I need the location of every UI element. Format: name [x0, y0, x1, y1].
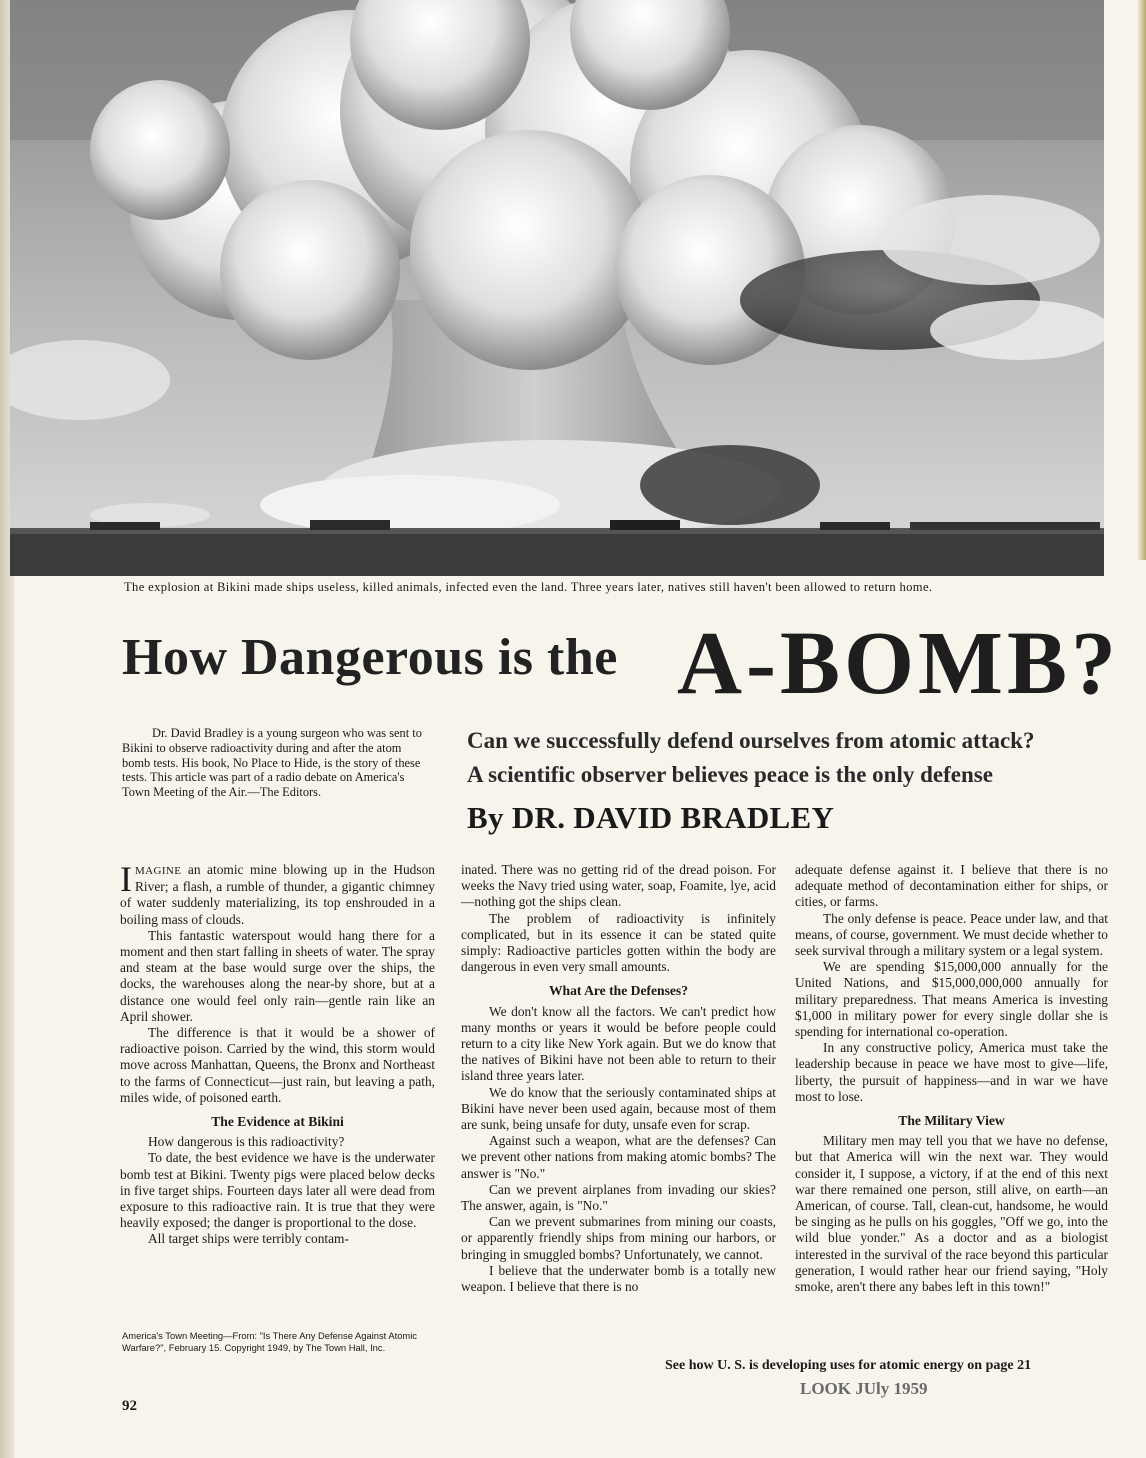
- paragraph-text: an atomic mine blowing up in the Hudson River; a flash, a rumble of thunder, a gigantic chimney of water suddenly materializing, its top enshrouded in a boiling mass of clouds.: [120, 862, 435, 927]
- mushroom-cloud-photo: [10, 0, 1104, 576]
- paragraph: The problem of radioactivity is infinitely complicated, but in its essence it can be stated quite simply: Radioactive particles gotten within the body are dangerous in even very small amounts.: [461, 910, 776, 975]
- paragraph: Can we prevent airplanes from invading our skies? The answer, again, is "No.": [461, 1181, 776, 1214]
- photo-caption: The explosion at Bikini made ships useless, killed animals, infected even the land. Three years later, natives still haven't been allowed to return home.: [124, 580, 933, 594]
- article-column-2: [461, 862, 776, 1295]
- magazine-label: LOOK JUly 1959: [800, 1379, 928, 1398]
- drop-cap: I: [120, 859, 132, 899]
- source-note: America's Town Meeting—From: "Is There Any Defense Against Atomic Warfare?", February 15. Copyright 1949, by The Town Hall, Inc.: [122, 1330, 417, 1353]
- subhead-1: Can we successfully defend ourselves from atomic attack?: [467, 728, 1035, 753]
- paragraph: [120, 859, 435, 928]
- explosion-illustration: [10, 0, 1104, 576]
- paragraph: Can we prevent submarines from mining our coasts, or apparently friendly ships from mining our harbors, or bringing in smuggled bombs? Unfortunately, we cannot.: [461, 1214, 776, 1262]
- paragraph: We are spending $15,000,000 annually for the United Nations, and $15,000,000,000 annually for military preparedness. That means America is investing $1,000 in military power for every single dollar she is spending for international co-operation.: [795, 959, 1108, 1040]
- paragraph: I believe that the underwater bomb is a totally new weapon. I believe that there is no: [461, 1262, 776, 1295]
- headline: [122, 610, 1120, 720]
- editor-intro-text: Dr. David Bradley is a young surgeon who was sent to Bikini to observe radioactivity during and after the atom bomb tests. His book, No Place to Hide, is the story of these tests. This article was part of a radio debate on America's Town Meeting of the Air.—The Editors.: [122, 726, 422, 800]
- paragraph: The only defense is peace. Peace under law, and that means, of course, government. We must decide whether to seek survival through a military system or a legal system.: [795, 910, 1108, 959]
- paragraph: Military men may tell you that we have no defense, but that America will win the next war. They would consider it, I suppose, a victory, if at the end of this next war there remained one person, still alive, on earth—an American, of course. Tall, clean-cut, handsome, he would be singing as he pulls on his goggles, "Off we go, into the wild blue yonder." As a doctor and as a biologist interested in the survival of the race beyond this particular generation, I would rather hear our friend saying, "Holy smoke, aren't there any babes left in this town!": [795, 1133, 1108, 1295]
- paragraph: In any constructive policy, America must take the leadership because in peace we have most to give—life, liberty, the pursuit of happiness—and in war we have most to lose.: [795, 1040, 1108, 1104]
- paragraph: This fantastic waterspout would hang there for a moment and then start falling in sheets of water. The spray and steam at the base would surge over the ships, the docks, the warehouses along the near-by shore, but at a distance one would feel only rain—gentle rain like an April shower.: [120, 927, 435, 1024]
- lead-word: MAGINE: [135, 865, 182, 877]
- headline-big: A-BOMB?: [677, 614, 1120, 713]
- paragraph: adequate defense against it. I believe that there is no adequate method of decontamination either for ships, or cities, or farms.: [795, 862, 1108, 910]
- see-page-link[interactable]: See how U. S. is developing uses for atomic energy on page 21: [665, 1358, 1032, 1373]
- section-heading: The Military View: [898, 1113, 1005, 1129]
- paragraph: The difference is that it would be a shower of radioactive poison. Carried by the wind, this storm would move across Manhattan, Queens, the Bronx and Northeast to the farms of Connecticut—just rain, but leaving a path, miles wide, of poisoned earth.: [120, 1025, 435, 1105]
- paragraph: How dangerous is this radioactivity?: [148, 1134, 345, 1150]
- article-column-3: [795, 862, 1108, 1295]
- headline-small: How Dangerous is the: [122, 629, 618, 686]
- subhead-2: A scientific observer believes peace is the only defense: [467, 762, 993, 787]
- paragraph: To date, the best evidence we have is the underwater bomb test at Bikini. Twenty pigs were placed below decks in five target ships. Fourteen days later all were dead from exposure to this radioactive rain. It is true that they were heavily exposed; the danger is proportional to the dose.: [120, 1150, 435, 1231]
- paragraph: We don't know all the factors. We can't predict how many months or years it would be before people could return to a city like New York again. But we do know that the natives of Bikini have not been able to return to their island three years later.: [461, 1003, 776, 1084]
- section-heading: What Are the Defenses?: [548, 983, 689, 999]
- article-column-1: [120, 859, 435, 1248]
- editor-intro: [122, 726, 424, 800]
- page-edge-right: [1138, 0, 1146, 560]
- section-heading: The Evidence at Bikini: [211, 1114, 344, 1130]
- byline: By DR. DAVID BRADLEY: [467, 800, 835, 835]
- paragraph: inated. There was no getting rid of the dread poison. For weeks the Navy tried using water, soap, Foamite, lye, acid—nothing got the ships clean.: [461, 862, 776, 910]
- page-number: 92: [122, 1398, 137, 1414]
- paragraph: Against such a weapon, what are the defenses? Can we prevent other nations from making atomic bombs? The answer is "No.": [461, 1133, 776, 1181]
- paragraph: We do know that the seriously contaminated ships at Bikini have never been used again, because most of them are sunk, being unsafe for duty, unsafe even for scrap.: [461, 1084, 776, 1133]
- paragraph: All target ships were terribly contam-: [148, 1231, 349, 1247]
